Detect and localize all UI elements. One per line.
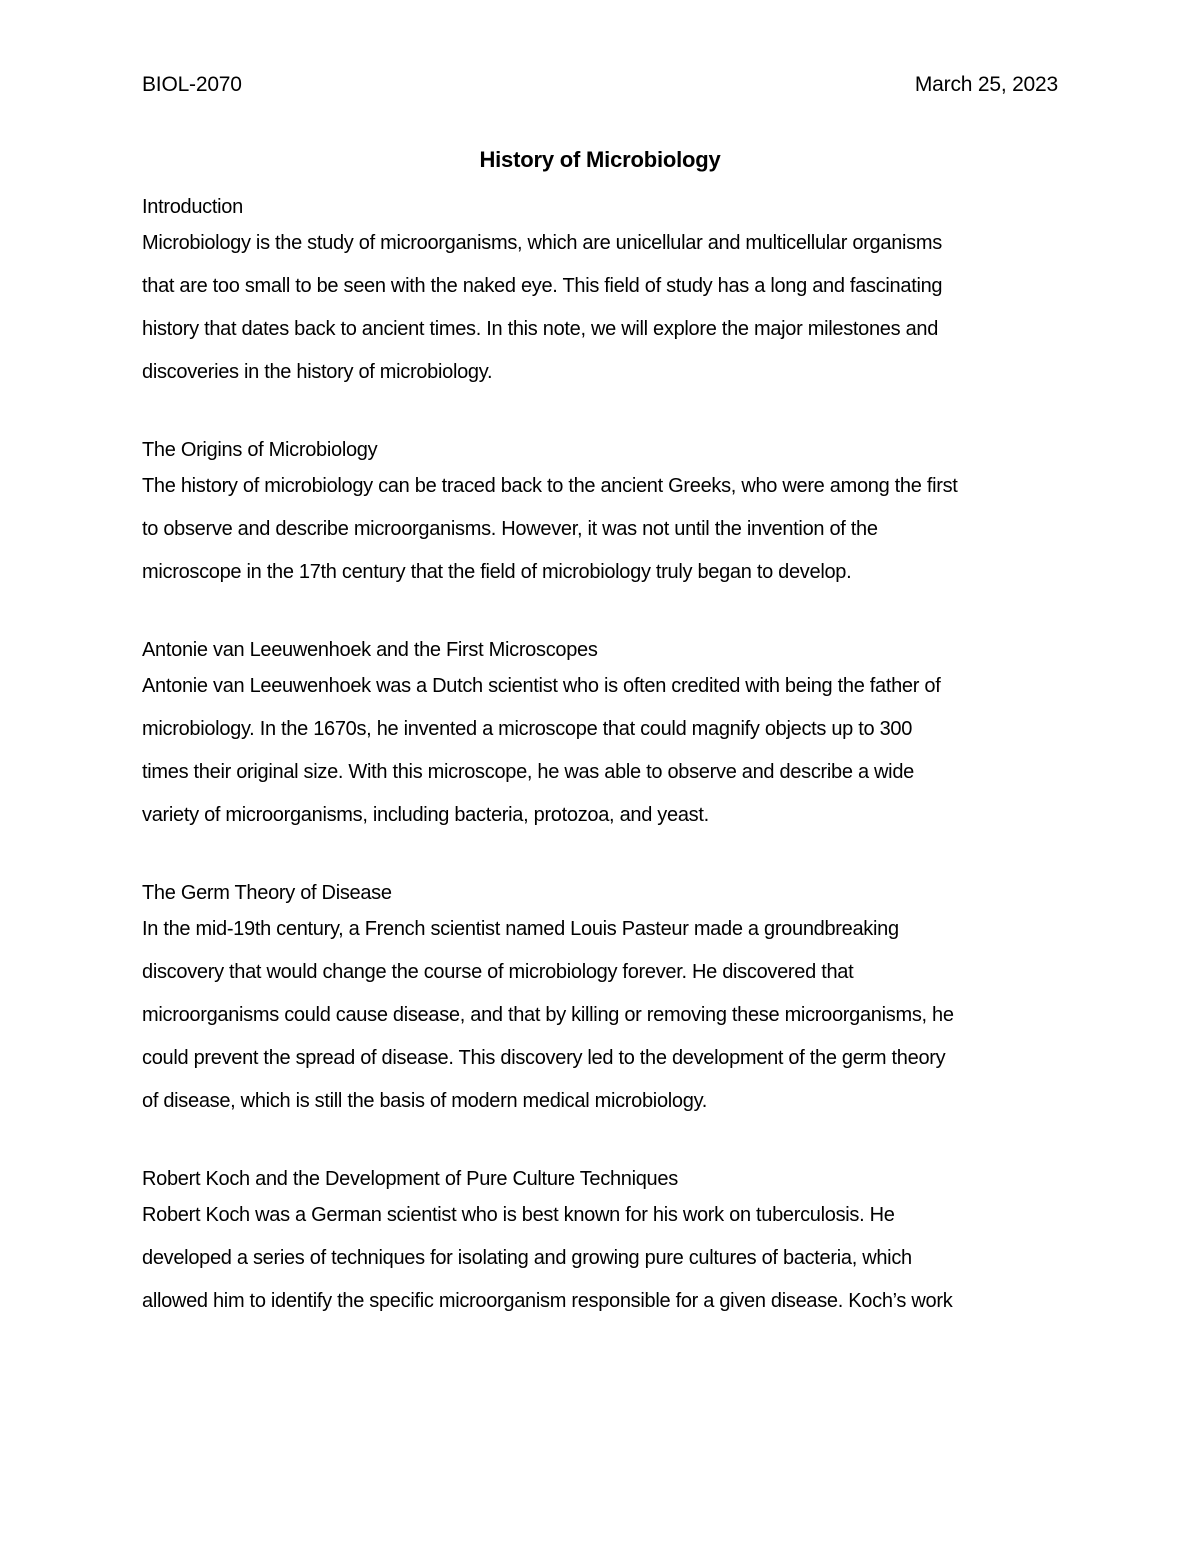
paragraph-line: allowed him to identify the specific microorganism responsible for a given disease. Koch’s work bbox=[142, 1290, 953, 1312]
section-germ-theory bbox=[142, 879, 1062, 1123]
paragraph-line: variety of microorganisms, including bacteria, protozoa, and yeast. bbox=[142, 804, 709, 826]
section-heading: Introduction bbox=[142, 196, 243, 218]
paragraph-gap bbox=[142, 394, 1062, 436]
paragraph-line: Robert Koch was a German scientist who is best known for his work on tuberculosis. He bbox=[142, 1204, 895, 1226]
document-body bbox=[142, 193, 1062, 1323]
document-date: March 25, 2023 bbox=[914, 73, 1058, 96]
section-origins bbox=[142, 436, 1062, 594]
section-heading: Robert Koch and the Development of Pure Culture Techniques bbox=[142, 1168, 678, 1190]
paragraph-line: history that dates back to ancient times. In this note, we will explore the major milestones and bbox=[142, 318, 939, 340]
paragraph-line: could prevent the spread of disease. This discovery led to the development of the germ theory bbox=[142, 1047, 946, 1069]
paragraph-line: discoveries in the history of microbiology. bbox=[142, 361, 493, 383]
paragraph-line: The history of microbiology can be traced back to the ancient Greeks, who were among the first bbox=[142, 475, 958, 497]
paragraph-line: developed a series of techniques for isolating and growing pure cultures of bacteria, which bbox=[142, 1247, 912, 1269]
section-leeuwenhoek bbox=[142, 636, 1062, 837]
paragraph-line: times their original size. With this microscope, he was able to observe and describe a wide bbox=[142, 761, 914, 783]
section-heading: The Origins of Microbiology bbox=[142, 439, 378, 461]
paragraph-gap bbox=[142, 837, 1062, 879]
paragraph-line: In the mid-19th century, a French scientist named Louis Pasteur made a groundbreaking bbox=[142, 918, 899, 940]
document-title: History of Microbiology bbox=[479, 147, 721, 172]
paragraph-line: microorganisms could cause disease, and that by killing or removing these microorganisms, he bbox=[142, 1004, 954, 1026]
paragraph-line: of disease, which is still the basis of modern medical microbiology. bbox=[142, 1090, 708, 1112]
paragraph-gap bbox=[142, 1123, 1062, 1165]
paragraph-line: microbiology. In the 1670s, he invented a microscope that could magnify objects up to 300 bbox=[142, 718, 913, 740]
section-introduction bbox=[142, 193, 1062, 394]
paragraph-line: Microbiology is the study of microorganisms, which are unicellular and multicellular organisms bbox=[142, 232, 942, 254]
paragraph-line: Antonie van Leeuwenhoek was a Dutch scientist who is often credited with being the father of bbox=[142, 675, 941, 697]
paragraph-line: microscope in the 17th century that the field of microbiology truly began to develop. bbox=[142, 561, 852, 583]
paragraph-line: discovery that would change the course of microbiology forever. He discovered that bbox=[142, 961, 854, 983]
paragraph-line: that are too small to be seen with the naked eye. This field of study has a long and fascinating bbox=[142, 275, 943, 297]
section-heading: Antonie van Leeuwenhoek and the First Microscopes bbox=[142, 639, 598, 661]
course-code: BIOL-2070 bbox=[142, 73, 242, 96]
paragraph-gap bbox=[142, 594, 1062, 636]
section-robert-koch bbox=[142, 1165, 1062, 1323]
paragraph-line: to observe and describe microorganisms. However, it was not until the invention of the bbox=[142, 518, 878, 540]
section-heading: The Germ Theory of Disease bbox=[142, 882, 392, 904]
